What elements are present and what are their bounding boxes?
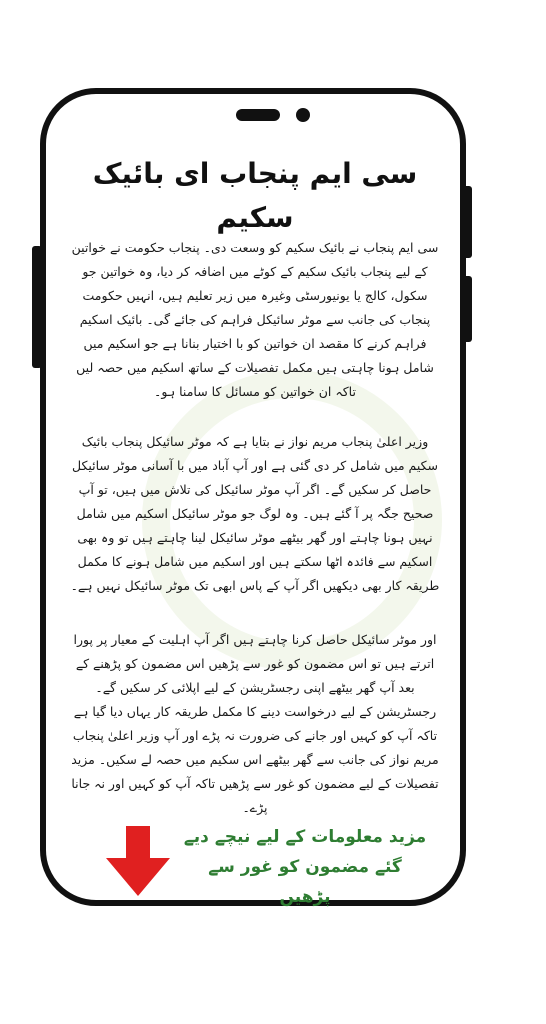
arrow-down-icon bbox=[104, 826, 172, 898]
speaker-icon bbox=[236, 109, 280, 121]
article-paragraph-1: سی ایم پنجاب نے بائیک سکیم کو وسعت دی۔ پنجاب حکومت نے خواتین کے لیے پنجاب بائیک سکیم کے کوٹے میں اضافہ کر دیا، وہ خواتین جو سکول، کالج یا یونیورسٹی وغیرہ میں زیر تعلیم ہیں، انہیں حکومت پنجاب کی جانب سے موٹر سائیکل فراہم کی جائے گی۔ بائیک اسکیم فراہم کرنے کا مقصد ان خواتین کو با اختیار بنانا ہے جو اسکیم میں شامل ہونا چاہتی ہیں مکمل تفصیلات کے ساتھ اسکیم میں حصہ لیں تاکہ ان خواتین کو مسائل کا سامنا ہو۔ bbox=[71, 240, 439, 399]
page-title: سی ایم پنجاب ای بائیک سکیم bbox=[92, 157, 418, 234]
camera-icon bbox=[296, 108, 310, 122]
read-more-note: مزید معلومات کے لیے نیچے دیے گئے مضمون کو غور سے پڑھیں bbox=[183, 827, 427, 907]
article-paragraph-3: اور موٹر سائیکل حاصل کرنا چاہتے ہیں اگر آپ اہلیت کے معیار پر پورا اترتے ہیں تو اس مضمون کو غور سے پڑھیں اس مضمون کو پڑھنے کے بعد آپ گھر بیٹھے اپنی رجسٹریشن کے لیے اپلائی کر سکیں گے۔ رجسٹریشن کے لیے درخواست دینے کا مکمل طریقہ کار یہاں دیا گیا ہے تاکہ آپ کو کہیں اور جانے کی ضرورت نہ پڑے اور آپ وزیر اعلیٰ پنجاب مریم نواز کی جانب سے گھر بیٹھے اس سکیم میں حصہ لے سکیں۔ مزید تفصیلات کے لیے مضمون کو غور سے پڑھیں تاکہ آپ کو کہیں اور نہ جانا پڑے۔ bbox=[71, 632, 439, 815]
article-paragraph-2: وزیر اعلیٰ پنجاب مریم نواز نے بتایا ہے کہ موٹر سائیکل پنجاب بائیک سکیم میں شامل کر دی گئی ہے اور آپ آباد میں با آسانی موٹر سائیکل حاصل کر سکیں گے۔ اگر آپ موٹر سائیکل کی تلاش میں ہیں، تو آپ صحیح جگہ پر آ گئے ہیں۔ وہ لوگ جو موٹر سائیکل اسکیم میں شامل نہیں ہونا چاہتے اور گھر بیٹھے موٹر سائیکل لینا چاہتے ہیں تو وہ بھی اسکیم سے فائدہ اٹھا سکتے ہیں اور اسکیم میں شامل ہونے کا مکمل طریقہ کار بھی دیکھیں اگر آپ کے پاس ابھی تک موٹر سائیکل نہیں ہے۔ bbox=[70, 434, 440, 593]
